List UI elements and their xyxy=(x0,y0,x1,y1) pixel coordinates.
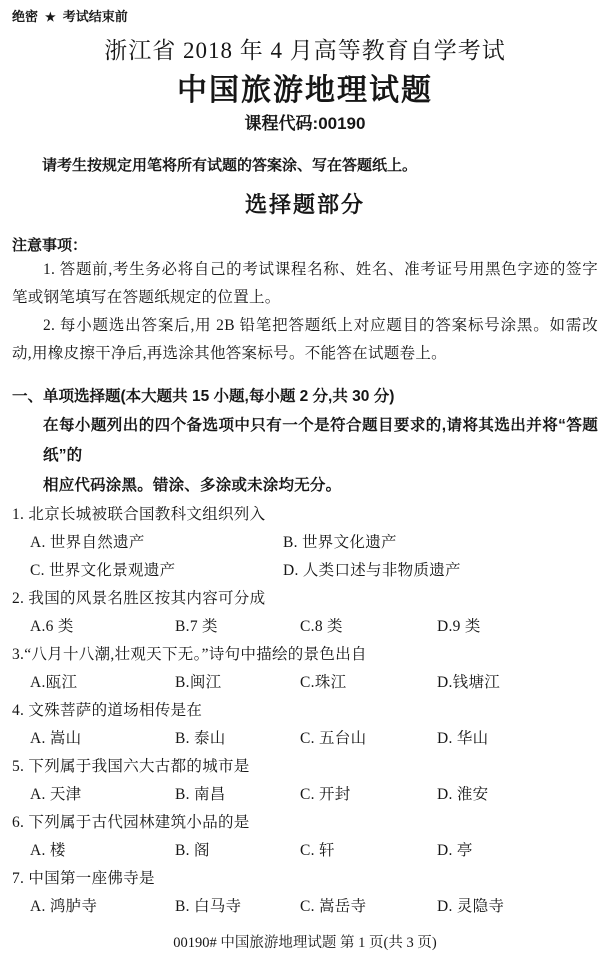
question-stem: 6. 下列属于古代园林建筑小品的是 xyxy=(12,814,250,831)
option-d: D. 亭 xyxy=(437,842,473,859)
option-c: C. 五台山 xyxy=(300,730,367,747)
part-heading: 一、单项选择题(本大题共 15 小题,每小题 2 分,共 30 分) xyxy=(12,388,395,405)
option-a: A. 鸿胪寺 xyxy=(30,898,98,915)
option-b: B. 白马寺 xyxy=(175,898,242,915)
question-4 xyxy=(12,697,598,753)
question-3 xyxy=(12,641,598,697)
option-d: D. 淮安 xyxy=(437,786,489,803)
option-b: B. 南昌 xyxy=(175,786,226,803)
question-6 xyxy=(12,809,598,865)
part-instruction-line-2: 相应代码涂黑。错涂、多涂或未涂均无分。 xyxy=(43,477,342,494)
option-row xyxy=(12,837,598,865)
option-row xyxy=(12,529,598,557)
option-b: B. 泰山 xyxy=(175,730,226,747)
option-a: A. 楼 xyxy=(30,842,66,859)
option-a: A. 世界自然遗产 xyxy=(30,534,145,551)
option-row xyxy=(12,669,598,697)
classification-banner xyxy=(12,8,598,26)
question-1 xyxy=(12,501,598,585)
exam-session-title: 浙江省 2018 年 4 月高等教育自学考试 xyxy=(104,38,506,63)
option-b: B. 世界文化遗产 xyxy=(283,534,397,551)
question-stem: 2. 我国的风景名胜区按其内容可分成 xyxy=(12,590,266,607)
option-c: C. 开封 xyxy=(300,786,351,803)
question-2 xyxy=(12,585,598,641)
note-item-1: 1. 答题前,考生务必将自己的考试课程名称、姓名、准考证号用黑色字迹的签字笔或钢笔填写在答题纸规定的位置上。 xyxy=(12,261,598,306)
notes-heading: 注意事项： xyxy=(12,237,88,254)
option-c: C. 轩 xyxy=(300,842,335,859)
option-a: A.瓯江 xyxy=(30,674,78,691)
question-stem: 4. 文殊菩萨的道场相传是在 xyxy=(12,702,203,719)
option-d: D. 华山 xyxy=(437,730,489,747)
option-c: C.8 类 xyxy=(300,618,343,635)
option-a: A. 嵩山 xyxy=(30,730,82,747)
option-row xyxy=(12,613,598,641)
question-stem: 3.“八月十八潮,壮观天下无。”诗句中描绘的景色出自 xyxy=(12,646,367,663)
section-title: 选择题部分 xyxy=(244,192,365,217)
note-item-2: 2. 每小题选出答案后,用 2B 铅笔把答题纸上对应题目的答案标号涂黑。如需改动,用橡皮擦干净后,再选涂其他答案标号。不能答在试题卷上。 xyxy=(12,317,598,362)
option-d: D. 人类口述与非物质遗产 xyxy=(283,562,461,579)
option-row xyxy=(12,893,598,921)
option-row xyxy=(12,725,598,753)
course-code: 课程代码:00190 xyxy=(244,114,366,133)
question-stem: 5. 下列属于我国六大古都的城市是 xyxy=(12,758,250,775)
option-row xyxy=(12,781,598,809)
classification-note: 考试结束前 xyxy=(62,9,128,24)
question-stem: 7. 中国第一座佛寺是 xyxy=(12,870,155,887)
option-b: B.7 类 xyxy=(175,618,218,635)
answer-sheet-notice: 请考生按规定用笔将所有试题的答案涂、写在答题纸上。 xyxy=(42,157,418,174)
option-d: D.钱塘江 xyxy=(437,674,501,691)
option-c: C. 嵩岳寺 xyxy=(300,898,367,915)
option-a: A. 天津 xyxy=(30,786,82,803)
star-icon: ★ xyxy=(45,10,56,24)
part-instruction xyxy=(43,411,598,501)
question-stem: 1. 北京长城被联合国教科文组织列入 xyxy=(12,506,266,523)
option-a: A.6 类 xyxy=(30,618,74,635)
question-7 xyxy=(12,865,598,921)
option-b: B. 阁 xyxy=(175,842,210,859)
page-footer: 00190# 中国旅游地理试题 第 1 页(共 3 页) xyxy=(173,935,437,951)
paper-title: 中国旅游地理试题 xyxy=(177,74,433,107)
option-row xyxy=(12,557,598,585)
option-b: B.闽江 xyxy=(175,674,222,691)
option-d: D. 灵隐寺 xyxy=(437,898,505,915)
question-5 xyxy=(12,753,598,809)
classification-level: 绝密 xyxy=(12,9,39,24)
part-instruction-line-1: 在每小题列出的四个备选项中只有一个是符合题目要求的,请将其选出并将“答题纸”的 xyxy=(43,417,598,464)
option-c: C.珠江 xyxy=(300,674,347,691)
option-d: D.9 类 xyxy=(437,618,481,635)
option-c: C. 世界文化景观遗产 xyxy=(30,562,176,579)
